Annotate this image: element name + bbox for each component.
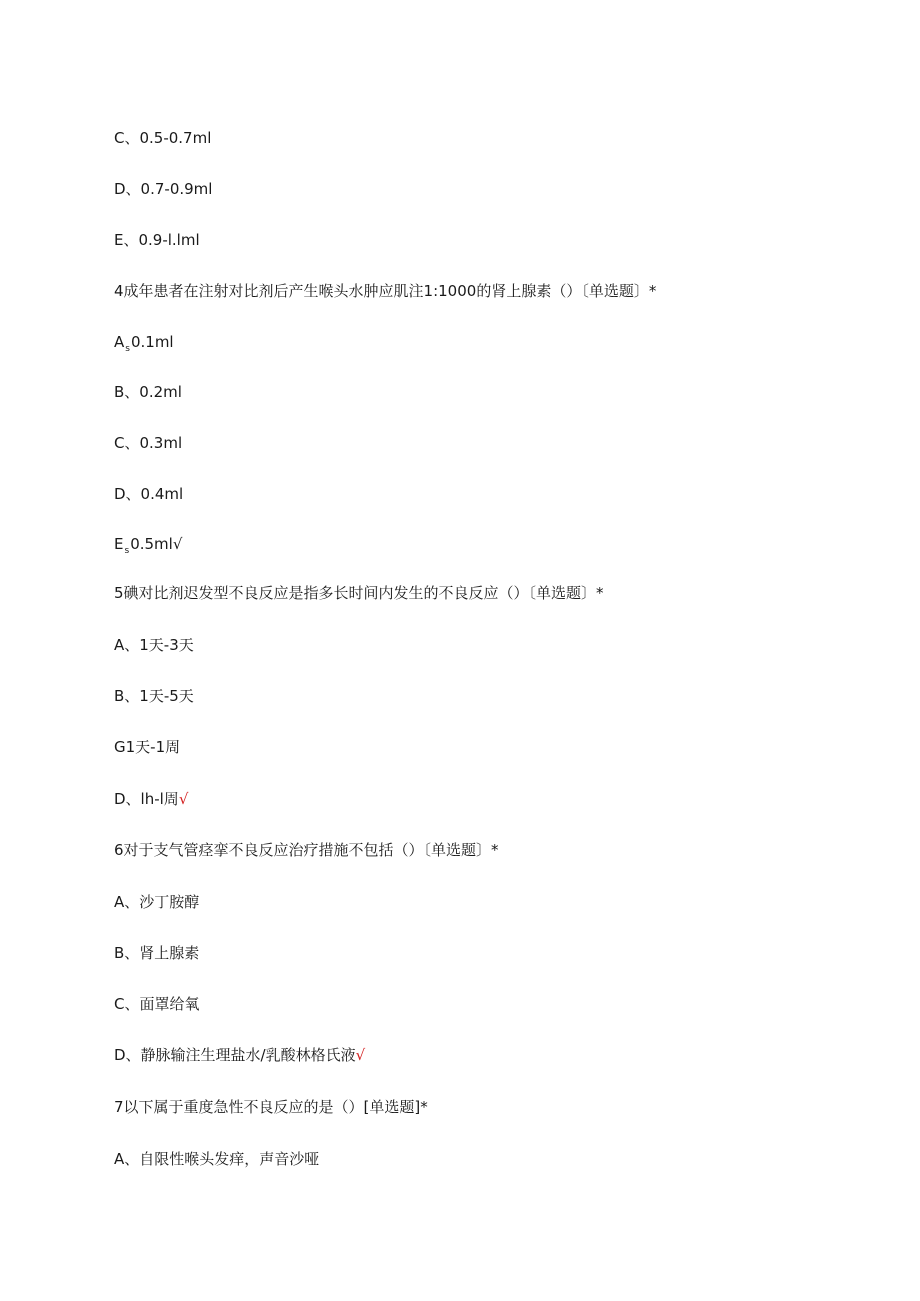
q4-option-a [114, 332, 174, 355]
q3-option-c: C、0.5-0.7ml [114, 129, 212, 147]
q4-option-e-letter: E [114, 535, 124, 553]
q4-option-c: C、0.3ml [114, 434, 183, 452]
correct-mark-icon: √ [178, 790, 189, 808]
q4-question: 4成年患者在注射对比剂后产生喉头水肿应肌注1:1000的肾上腺素（）〔单选题〕* [114, 282, 657, 300]
q4-option-e-sub: s [124, 546, 130, 556]
q4-option-e-value: 0.5ml [130, 535, 173, 553]
q4-option-e [114, 534, 182, 557]
q5-question: 5碘对比剂迟发型不良反应是指多长时间内发生的不良反应（）〔单选题〕* [114, 584, 604, 602]
q5-option-a: A、1天-3天 [114, 636, 194, 654]
q6-option-c: C、面罩给氧 [114, 995, 200, 1013]
q4-option-d: D、0.4ml [114, 485, 184, 503]
q7-question: 7以下属于重度急性不良反应的是（）[单选题]* [114, 1098, 428, 1116]
q6-option-d [114, 1045, 365, 1065]
q4-option-a-sub: s [125, 344, 130, 354]
q5-option-d-text: D、lh-l周 [114, 790, 179, 808]
q6-option-d-text: D、静脉输注生理盐水/乳酸林格氏液 [114, 1046, 356, 1064]
q4-option-b: B、0.2ml [114, 383, 182, 401]
q4-option-a-value: 0.1ml [130, 333, 174, 351]
q6-question: 6对于支气管痉挛不良反应治疗措施不包括（）〔单选题〕* [114, 841, 499, 859]
q6-option-b: B、肾上腺素 [114, 944, 200, 962]
correct-mark-icon: √ [172, 535, 183, 553]
correct-mark-icon: √ [355, 1046, 366, 1064]
q5-option-c: G1天-1周 [114, 738, 181, 756]
q5-option-d [114, 789, 188, 809]
q4-option-a-letter: A [114, 333, 125, 351]
q6-option-a: A、沙丁胺醇 [114, 893, 200, 911]
q3-option-d: D、0.7-0.9ml [114, 180, 213, 198]
q5-option-b: B、1天-5天 [114, 687, 194, 705]
q7-option-a: A、自限性喉头发痒，声音沙哑 [114, 1150, 320, 1168]
q3-option-e: E、0.9-l.lml [114, 231, 200, 249]
